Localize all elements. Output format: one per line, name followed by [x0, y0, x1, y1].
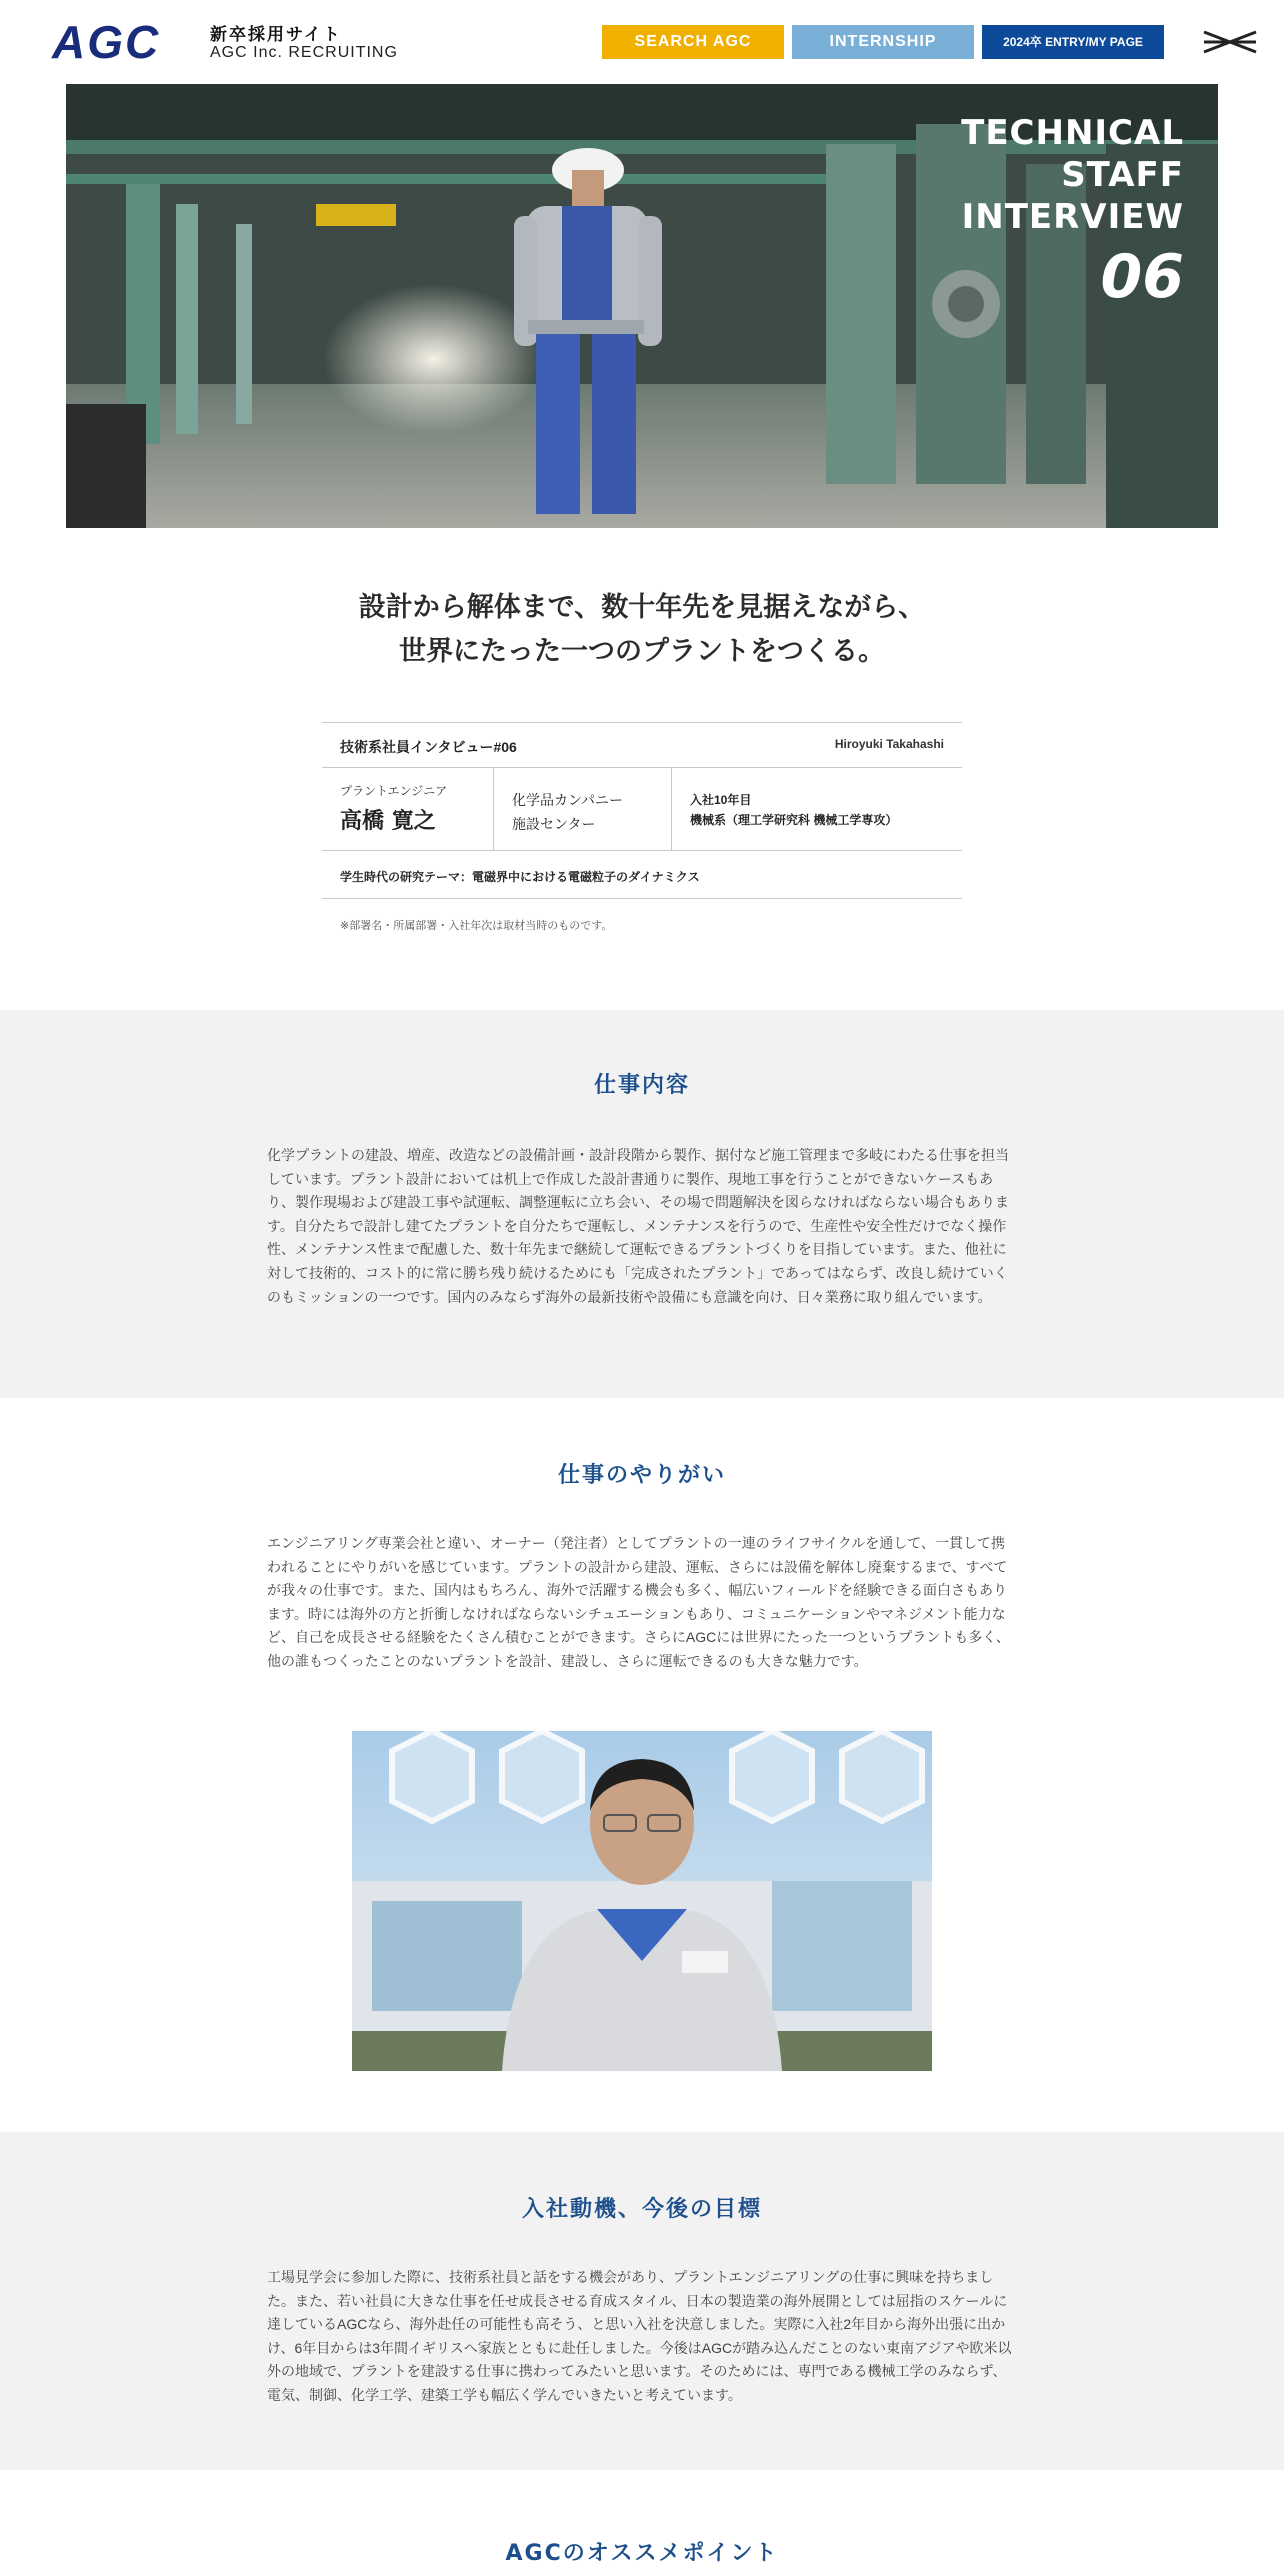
interview-number: 06	[1100, 242, 1184, 312]
catchphrase-line: 設計から解体まで、数十年先を見据えながら、	[358, 592, 926, 623]
department-center: 施設センター	[512, 816, 596, 832]
hero-title-line: STAFF	[1061, 155, 1184, 195]
site-title: 新卒採用サイト	[210, 25, 342, 45]
profile-table	[322, 722, 962, 899]
join-year: 入社10年目	[690, 793, 752, 807]
profile-note: ※部署名・所属部署・入社年次は取材当時のものです。	[340, 919, 613, 932]
portrait-photo	[352, 1731, 932, 2071]
internship-button[interactable]: INTERNSHIP	[792, 25, 974, 59]
profile-name-cell	[322, 768, 494, 851]
section-title: AGCのオススメポイント	[505, 2541, 779, 2566]
section-body: 化学プラントの建設、増産、改造などの設備計画・設計段階から製作、据付など施工管理まで多岐にわたる仕事を担当しています。プラント設計においては机上で作成した設計書通りに製作、現地工事を行うことができないケースもあり、製作現場および建設工事や試運転、調整運転に立ち会い、その場で問題解決を図らなければならない場合もあります。自分たちで設計し建てたプラントを自分たちで運転し、メンテナンスを行うので、生産性や安全性だけでなく操作性、メンテナンス性まで配慮した、数十年先まで継続して運転できるプラントづくりを目指しています。また、他社に対して技術的、コスト的に常に勝ち残り続けるためにも「完成されたプラント」であってはならず、改良し続けていくのもミッションの一つです。国内のみならず海外の最新技術や設備にも意識を向け、日々業務に取り組んでいます。	[267, 1147, 1009, 1305]
section-work	[0, 1010, 1284, 1398]
profile-research-row	[322, 850, 962, 899]
site-header	[0, 0, 1284, 84]
profile-dept-cell	[494, 768, 672, 851]
section-reward	[0, 1398, 1284, 2132]
menu-icon[interactable]	[1202, 22, 1258, 62]
section-title: 仕事のやりがい	[557, 1463, 726, 1488]
section-title: 仕事内容	[593, 1073, 690, 1098]
department-company: 化学品カンパニー	[512, 792, 624, 808]
name-japanese: 高橋 寛之	[340, 809, 436, 834]
major: 機械系（理工学研究科 機械工学専攻）	[690, 813, 898, 827]
catchphrase	[0, 586, 1284, 674]
hero-image	[66, 84, 1218, 528]
section-title: 入社動機、今後の目標	[521, 2197, 762, 2222]
catchphrase-line: 世界にたった一つのプラントをつくる。	[399, 636, 885, 667]
section-body: 工場見学会に参加した際に、技術系社員と話をする機会があり、プラントエンジニアリングの仕事に興味を持ちました。また、若い社員に大きな仕事を任せ成長させる育成スタイル、日本の製造業の海外展開としては屈指のスケールに達しているAGCなら、海外赴任の可能性も高そう、と思い入社を決意しました。実際に入社2年目から海外出張に出かけ、6年目からは3年間イギリスへ家族とともに赴任しました。今後はAGCが踏み込んだことのない東南アジアや欧米以外の地域で、プラントを建設する仕事に携わってみたいと思います。そのためには、専門である機械工学のみならず、電気、制御、化学工学、建築工学も幅広く学んでいきたいと考えています。	[267, 2269, 1012, 2403]
profile-detail-row	[322, 767, 962, 850]
profile-career-cell	[672, 768, 962, 851]
profile-header-row	[322, 722, 962, 767]
job-role: プラントエンジニア	[340, 784, 448, 798]
hero-title-line: TECHNICAL	[961, 113, 1184, 153]
hero-title	[961, 112, 1184, 312]
research-theme: 学生時代の研究テーマ：電磁界中における電磁粒子のダイナミクス	[340, 870, 700, 884]
interview-label: 技術系社員インタビュー#06	[340, 739, 517, 755]
site-subtitle: AGC Inc. RECRUITING	[210, 44, 398, 61]
section-body: エンジニアリング専業会社と違い、オーナー（発注者）としてプラントの一連のライフサイクルを通して、一貫して携われることにやりがいを感じています。プラントの設計から建設、運転、さらには設備を解体し廃棄するまで、すべてが我々の仕事です。また、国内はもちろん、海外で活躍する機会も多く、幅広いフィールドを経験できる面白さもあります。時には海外の方と折衝しなければならないシチュエーションもあり、コミュニケーションやマネジメント能力など、自己を成長させる経験をたくさん積むことができます。さらにAGCには世界にたった一つというプラントも多く、他の誰もつくったことのないプラントを設計、建設し、さらに運転できるのも大きな魅力です。	[267, 1535, 1010, 1669]
agc-logo[interactable]: AGC	[52, 16, 161, 68]
hero-title-line: INTERVIEW	[961, 197, 1184, 237]
section-recommend	[0, 2470, 1284, 2568]
section-motive	[0, 2132, 1284, 2470]
entry-mypage-button[interactable]: 2024卒 ENTRY/MY PAGE	[982, 25, 1164, 59]
search-agc-button[interactable]: SEARCH AGC	[602, 25, 784, 59]
name-english: Hiroyuki Takahashi	[834, 737, 944, 751]
